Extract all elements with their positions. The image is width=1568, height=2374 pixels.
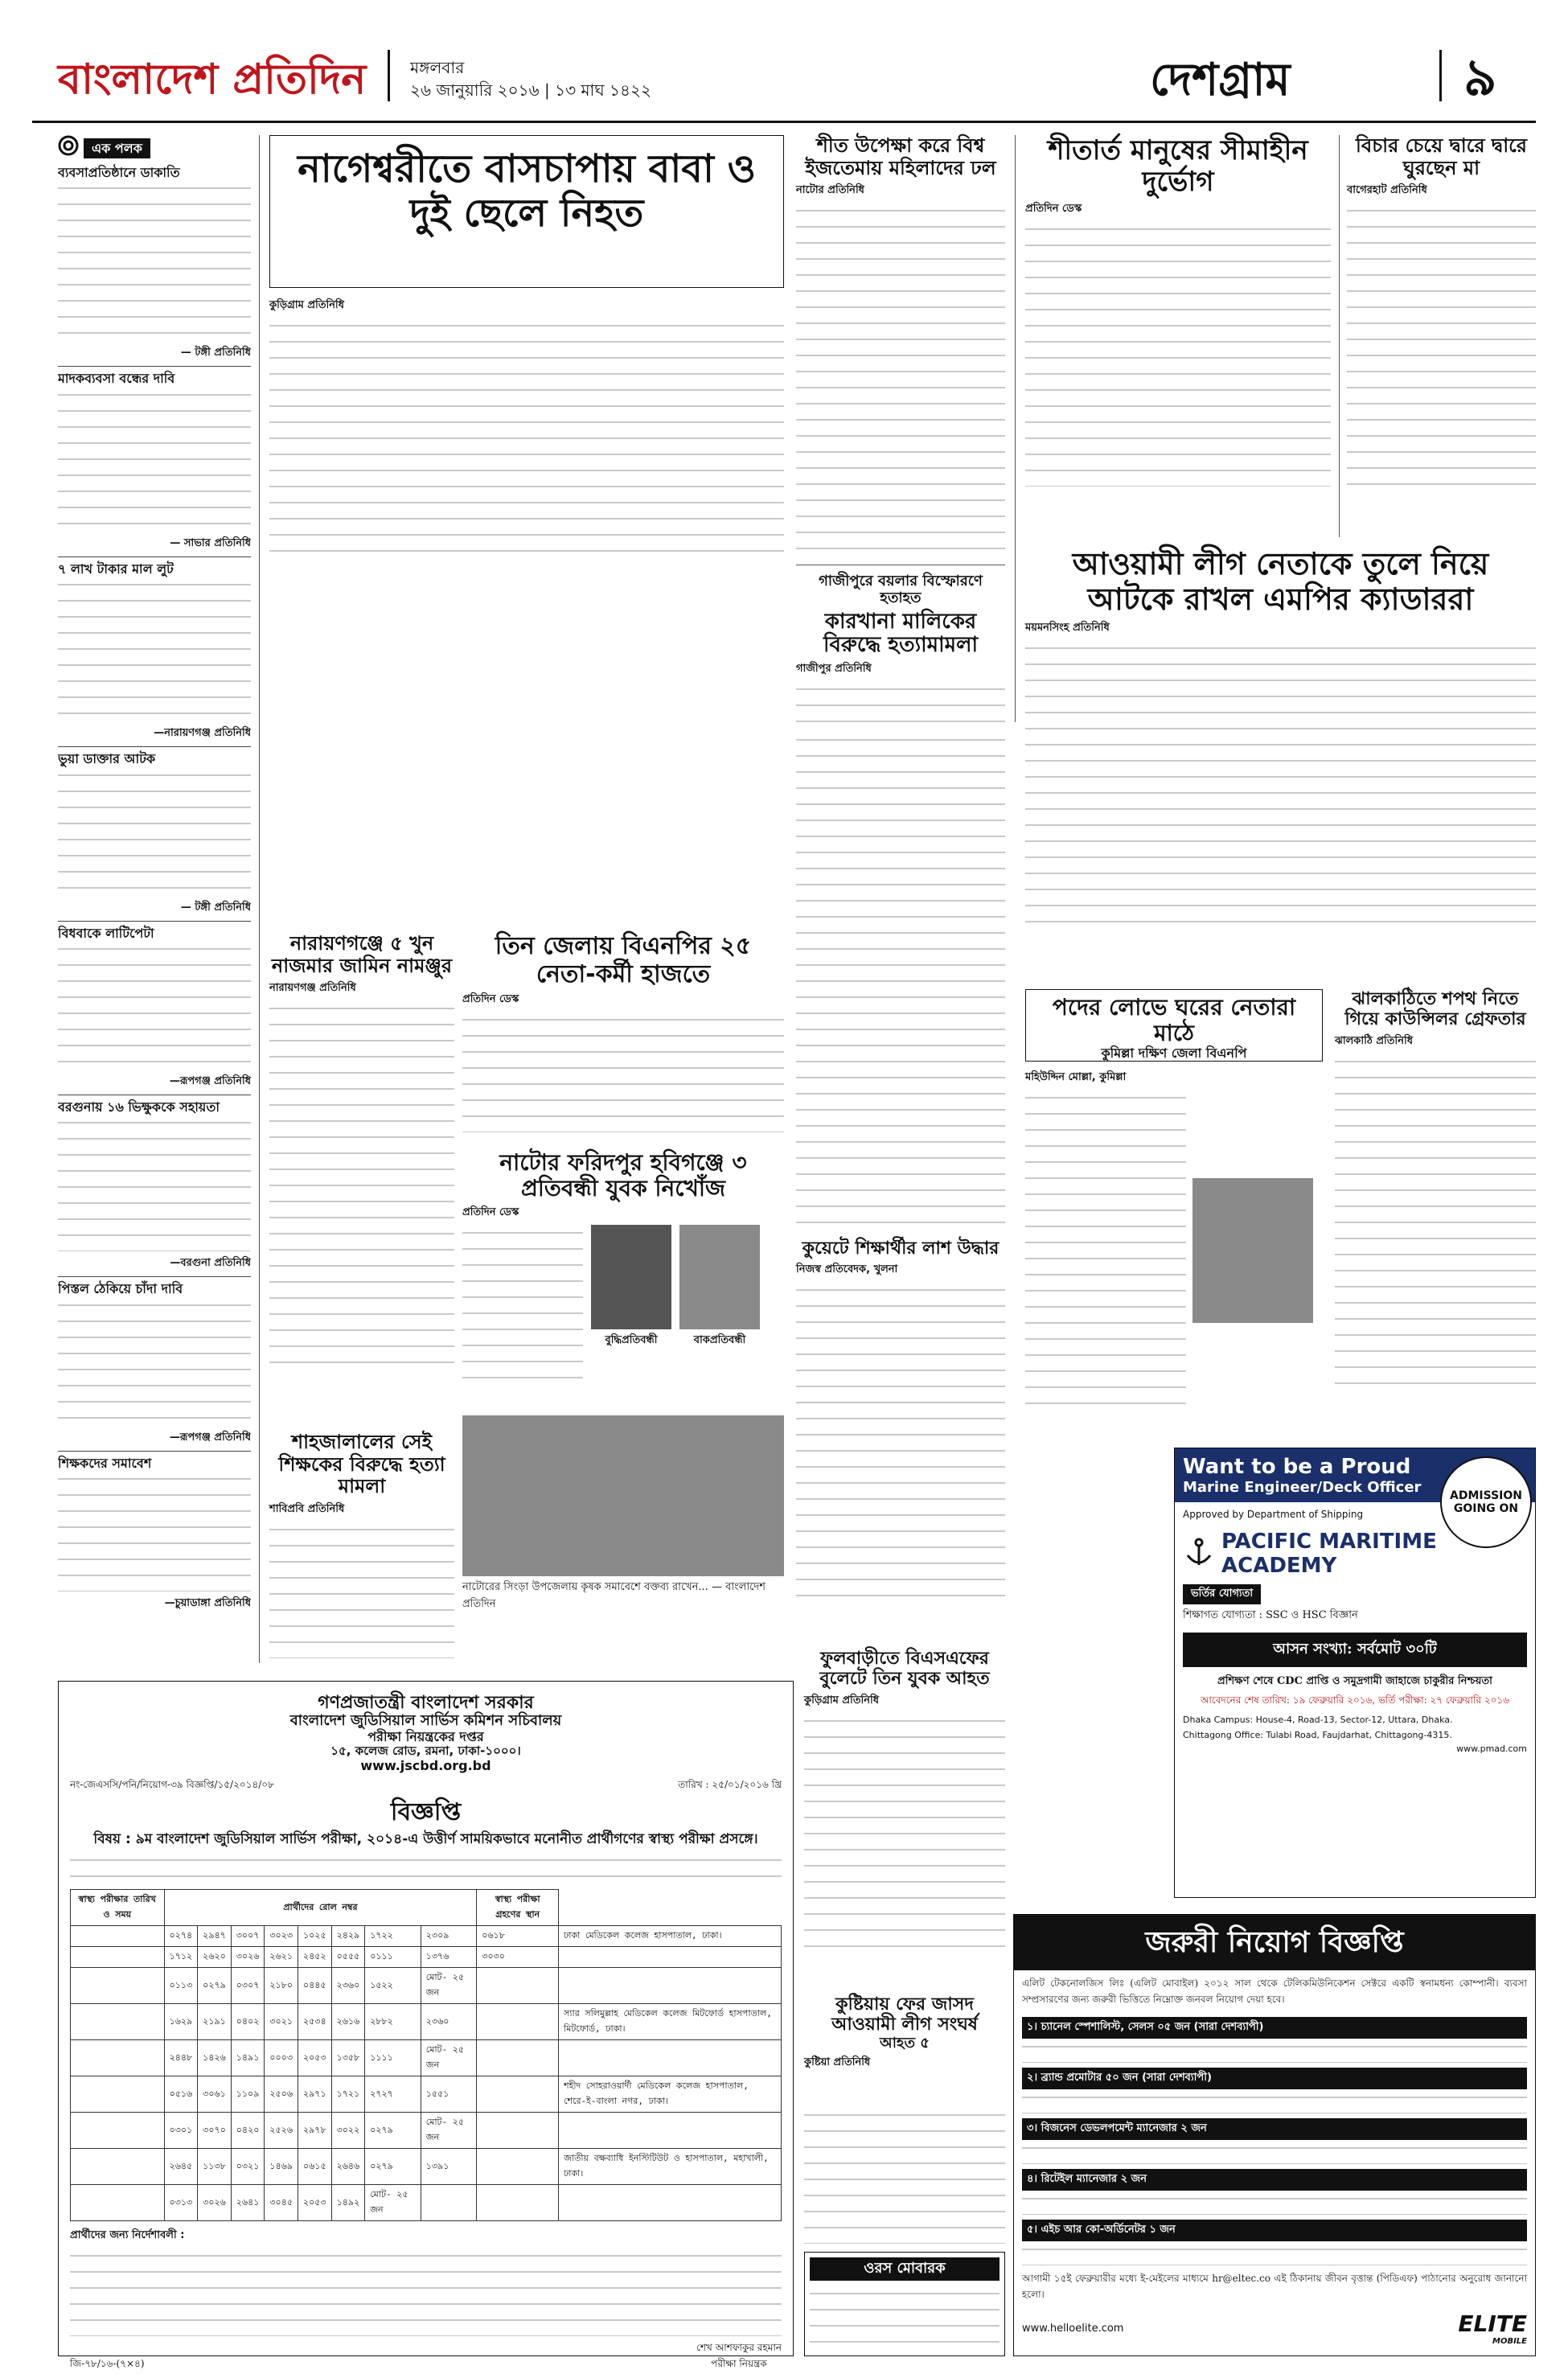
job-description [1022, 2140, 1527, 2164]
job-position: ৩। বিজনেস ডেভলপমেন্ট ম্যানেজার ২ জন [1022, 2118, 1527, 2140]
exam-cell: ১৩৫৮ [331, 2040, 365, 2076]
exam-cell: ২৪২৯ [331, 1926, 365, 1947]
exam-cell: ০২৭৯ [198, 1968, 232, 2004]
notice-date: তারিখ : ২৫/০১/২০১৬ খ্রি [678, 1779, 782, 1791]
exam-cell: ১৩৭৬ [421, 1947, 477, 1968]
brief-title: ব্যবসাপ্রতিষ্ঠানে ডাকাতি [58, 165, 180, 180]
brief-item [58, 1282, 251, 1445]
bnp-body [462, 1012, 784, 1132]
jhalokathi-headline: ঝালকাঠিতে শপথ নিতে গিয়ে কাউন্সিলর গ্রেফতার [1344, 989, 1526, 1030]
al-body [1025, 640, 1536, 930]
news-photo-block [462, 1415, 784, 1616]
cumilla-headline: পদের লোভে ঘরের নেতারা মাঠে [1052, 994, 1296, 1047]
job-description [1022, 2089, 1527, 2113]
exam-cell: ০৫৫৫ [331, 1947, 365, 1968]
exam-cell: ২৩৬০ [331, 1968, 365, 2004]
job-position: ১। চ্যানেল স্পেশালিস্ট, সেলস ০৫ জন (সারা দেশব্যাপী) [1022, 2017, 1527, 2039]
masthead-divider [388, 50, 390, 101]
ijtema-headline: শীত উপেক্ষা করে বিশ্ব ইজতেমায় মহিলাদের ঢল [805, 134, 996, 179]
exam-cell: ১১০৯ [231, 2076, 265, 2113]
job-position: ৪। রিটেইল ম্যানেজার ২ জন [1022, 2169, 1527, 2191]
shahjalal-byline: শাবিপ্রবি প্রতিনিধি [269, 1502, 345, 1515]
exam-cell: ১৭২১ [331, 2076, 365, 2113]
exam-cell: ২৩০৯ [421, 1926, 477, 1947]
exam-cell: মোট- ২৫ জন [365, 2185, 421, 2221]
jobs-list [1014, 2017, 1535, 2265]
exam-cell: ২৫৩৪ [298, 2004, 332, 2040]
notice-subject: বিষয় : ৯ম বাংলাদেশ জুডিসিয়াল সার্ভিস পরীক্ষা, ২০১৪-এ উত্তীর্ণ সাময়িকভাবে মনোনীত প্রার্থীগণের স্বাস্থ্য পরীক্ষা প্রসঙ্গে। [93, 1830, 758, 1847]
student-body [796, 1282, 1005, 1604]
exam-cell [477, 1968, 559, 2004]
exam-date-cell [71, 2004, 165, 2040]
notice-dept: পরীক্ষা নিয়ন্ত্রকের দপ্তর [367, 1728, 484, 1744]
maritime-role: Marine Engineer/Deck Officer [1183, 1479, 1422, 1496]
exam-cell: ০০০৩ [265, 2040, 298, 2076]
job-position: ২। ব্র্যান্ড প্রমোটার ৫০ জন (সারা দেশব্যাপী) [1022, 2068, 1527, 2089]
qualification: শিক্ষাগত যোগ্যতা : SSC ও HSC বিজ্ঞান [1183, 1609, 1358, 1621]
lead-body [269, 318, 784, 559]
kushtia-body [804, 2107, 1005, 2244]
brief-body [58, 1297, 251, 1426]
brief-credit: —রূপগঞ্জ প্রতিনিধি [169, 1074, 251, 1087]
maritime-dhaka: Dhaka Campus: House-4, Road-13, Sector-12, Uttara, Dhaka. [1183, 1715, 1453, 1725]
exam-date-cell [71, 2149, 165, 2185]
brief-title: মাদকব্যবসা বন্ধের দাবি [58, 371, 175, 387]
exam-cell: মোট- ২৫ জন [421, 2040, 477, 2076]
brief-item [58, 926, 251, 1090]
narayanganj-byline: নারায়ণগঞ্জ প্রতিনিধি [269, 982, 356, 995]
exam-cell: মোট- ২৫ জন [421, 1968, 477, 2004]
exam-cell: ০৫১৬ [164, 2076, 198, 2113]
exam-cell: ২৬২০ [198, 1947, 232, 1968]
spiral-icon [58, 135, 79, 161]
exam-cell: ২৬২১ [265, 1947, 298, 1968]
exam-row [71, 2113, 782, 2149]
bnp-byline: প্রতিদিন ডেস্ক [462, 993, 519, 1005]
exam-cell: ৩০২২ [331, 2113, 365, 2149]
column-rule [259, 135, 260, 1663]
phulbari-body [804, 1713, 1005, 1954]
exam-cell: ০২৭৯ [365, 2149, 421, 2185]
story-missing [462, 1150, 784, 1407]
brief-body [58, 180, 251, 341]
exam-row [71, 2040, 782, 2076]
exam-row [71, 1947, 782, 1968]
story-jhalokathi [1335, 989, 1536, 1440]
exam-cell: ০৬১৫ [298, 2149, 332, 2185]
al-byline: ময়মনসিংহ প্রতিনিধি [1025, 622, 1110, 635]
brief-item [58, 1456, 251, 1612]
exam-cell: ৩০৪৫ [265, 2185, 298, 2221]
ijtema-byline: নাটোর প্রতিনিধি [796, 184, 864, 197]
exam-cell: ২৪৫২ [298, 1947, 332, 1968]
exam-cell: ২৫২৬ [265, 2113, 298, 2149]
exam-cell: ২০৫৩ [298, 2185, 332, 2221]
brief-title: ভুয়া ডাক্তার আটক [58, 751, 156, 767]
section-title: দেশগ্রাম [1150, 54, 1291, 106]
story-bnp [462, 933, 784, 1142]
exam-cell: ২৪৪৮ [164, 2040, 198, 2076]
exam-cell [477, 2149, 559, 2185]
brief-item [58, 562, 251, 741]
exam-cell: মোট- ২৫ জন [421, 2113, 477, 2149]
lead-headline-box [269, 135, 784, 288]
exam-cell [559, 2113, 782, 2149]
job-description [1022, 2039, 1527, 2063]
exam-cell [477, 2040, 559, 2076]
brief-credit: —বরগুনা প্রতিনিধি [170, 1257, 251, 1270]
story-kushtia [804, 1994, 1005, 2107]
missing-body [462, 1225, 583, 1386]
exam-th: স্বাস্থ্য পরীক্ষা গ্রহণের স্থান [477, 1890, 559, 1926]
story-justice [1347, 135, 1536, 537]
exam-table [70, 1889, 782, 2221]
maritime-training: প্রশিক্ষণ শেষে CDC প্রাপ্তি ও সমুদ্রগামী জাহাজে চাকুরীর নিশ্চয়তা [1217, 1675, 1492, 1687]
lead-byline: কুড়িগ্রাম প্রতিনিধি [269, 299, 345, 311]
brief-body [58, 1471, 251, 1592]
brief-body [58, 941, 251, 1070]
brief-item [58, 166, 251, 361]
exam-cell: ০৩০১ [164, 2113, 198, 2149]
exam-cell: ১৩৯১ [421, 2149, 477, 2185]
exam-date-cell [71, 2185, 165, 2221]
maritime-ctg: Chittagong Office: Tulabi Road, Faujdarhat, Chittagong-4315. [1183, 1730, 1452, 1740]
brief-item [58, 372, 251, 551]
phulbari-byline: কুড়িগ্রাম প্রতিনিধি [804, 1694, 880, 1707]
bnp-headline: তিন জেলায় বিএনপির ২৫ নেতা-কর্মী হাজতে [495, 932, 752, 988]
job-description [1022, 2241, 1527, 2265]
exam-cell: ০২৭৯ [365, 2113, 421, 2149]
issue-full-date: ২৬ জানুয়ারি ২০১৬ | ১৩ মাঘ ১৪২২ [410, 80, 652, 100]
exam-date-cell [71, 1947, 165, 1968]
brief-body [58, 387, 251, 532]
exam-cell: ২১৮০ [265, 1968, 298, 2004]
elite-logo [1458, 2310, 1527, 2346]
anchor-icon [1183, 1536, 1215, 1571]
notice-instructions [70, 2248, 782, 2336]
exam-cell: ৩০২৬ [198, 2185, 232, 2221]
exam-cell: ১৪২৬ [198, 2040, 232, 2076]
exam-cell: ১১১১ [365, 2040, 421, 2076]
brief-body [58, 1115, 251, 1251]
shahjalal-body [269, 1522, 454, 1658]
kushtia-headline: কুষ্টিয়ায় ফের জাসদ আওয়ামী লীগ সংঘর্ষ [831, 1994, 978, 2035]
cumilla-headline-box [1025, 989, 1323, 1062]
story-cold [1025, 135, 1331, 537]
notice-intro [70, 1852, 782, 1884]
maritime-web[interactable]: www.pmad.com [1456, 1744, 1527, 1754]
brief-title: ৭ লাখ টাকার মাল লুট [58, 561, 174, 577]
news-photo [462, 1415, 784, 1576]
section-divider [1439, 50, 1442, 101]
exam-cell: ২৯৪৭ [198, 1926, 232, 1947]
urs-box [804, 2252, 1005, 2356]
jhalokathi-byline: ঝালকাঠি প্রতিনিধি [1335, 1034, 1414, 1047]
notice-web[interactable]: www.jscbd.org.bd [360, 1757, 491, 1773]
exam-cell [477, 2004, 559, 2040]
notice-instructions-title: প্রার্থীদের জন্য নির্দেশাবলী : [70, 2229, 185, 2242]
paper-name: বাংলাদেশ প্রতিদিন [58, 55, 367, 104]
brief-body [58, 577, 251, 721]
maritime-approved: Approved by Department of Shipping [1183, 1509, 1364, 1520]
notice-signer: শেখ আশফাকুর রহমান [696, 2342, 782, 2354]
cumilla-body [1025, 1090, 1186, 1411]
missing-photo [679, 1225, 760, 1329]
exam-cell [421, 2185, 477, 2221]
exam-cell: ২৩৬০ [421, 2004, 477, 2040]
al-headline: আওয়ামী লীগ নেতাকে তুলে নিয়ে আটকে রাখল এমপির ক্যাডাররা [1072, 546, 1489, 617]
exam-cell [559, 1968, 782, 2004]
exam-date-cell [71, 2040, 165, 2076]
story-student [796, 1238, 1005, 1641]
exam-cell: ২৯৭১ [298, 2076, 332, 2113]
shahjalal-headline: শাহজালালের সেই শিক্ষকের বিরুদ্ধে হত্যা মামলা [278, 1431, 445, 1498]
brief-item [58, 752, 251, 915]
exam-cell: ১৫৫১ [421, 2076, 477, 2113]
exam-cell: ১৬২৯ [164, 2004, 198, 2040]
urs-headline: ওরস মোবারক [810, 2257, 999, 2281]
ad-jobs [1013, 1914, 1536, 2356]
story-narayanganj [269, 933, 454, 1415]
story-cumilla [1025, 1066, 1323, 1436]
exam-cell [477, 2185, 559, 2221]
admission-badge: ADMISSION GOING ON [1440, 1456, 1532, 1548]
exam-cell: ২৯৭৮ [298, 2113, 332, 2149]
exam-cell: ২৬৪৫ [164, 2149, 198, 2185]
photo-caption: বাকপ্রতিবন্ধী [693, 1334, 746, 1347]
exam-cell: ২৬৪১ [231, 2185, 265, 2221]
story-shahjalal [269, 1431, 454, 1665]
exam-cell: ২৬১৬ [331, 2004, 365, 2040]
gazipur-body [796, 732, 1005, 1230]
jobs-intro: এলিট টেকনোলজিস লিঃ (এলিট মোবাইল) ২০১২ সাল থেকে টেলিকমিউনিকেশন সেক্টরে একটি স্বনামধন্য কোম্পানী। ব্যবসা সম্প্রসারণের জন্য জরুরী ভিত্তিতে নিম্নোক্ত জনবল নিয়োগ দেয়া হবে। [1022, 1978, 1527, 2006]
exam-row [71, 2004, 782, 2040]
notice-code: জি-৭৮/১৬-(৭×৪) [70, 2358, 145, 2370]
exam-cell: ৩০২৬ [231, 1947, 265, 1968]
notice-signer-title: পরীক্ষা নিয়ন্ত্রক [711, 2358, 767, 2370]
exam-cell: ০৬১৮ [477, 1926, 559, 1947]
exam-date-cell [71, 1926, 165, 1947]
maritime-deadline: আবেদনের শেষ তারিখ: ১৯ ফেব্রুয়ারি ২০১৬, ভর্তি পরীক্ষা: ২৭ ফেব্রুয়ারি ২০১৬ [1200, 1694, 1510, 1706]
ad-maritime [1174, 1448, 1536, 1898]
cumilla-illustration [1192, 1178, 1313, 1323]
brief-title: বিধবাকে লাটিপেটা [58, 925, 154, 941]
exam-date-cell [71, 2113, 165, 2149]
exam-cell: শহীদ সোহরাওয়ার্দী মেডিকেল কলেজ হাসপাতাল, শেরে-ই-বাংলা নগর, ঢাকা। [559, 2076, 782, 2113]
exam-row [71, 1926, 782, 1947]
cold-body [1025, 221, 1331, 487]
gazipur-byline: গাজীপুর প্রতিনিধি [796, 663, 872, 676]
brief-credit: — টঙ্গী প্রতিনিধি [180, 901, 251, 914]
admission-label: ভর্তির যোগ্যতা [1183, 1584, 1261, 1604]
brief-credit: — টঙ্গী প্রতিনিধি [180, 347, 251, 359]
exam-cell: ১১৩৮ [198, 2149, 232, 2185]
news-photo-caption: নাটোরের সিংড়া উপজেলায় কৃষক সমাবেশে বক্তব্য রাখেন... — বাংলাদেশ প্রতিদিন [462, 1581, 766, 1610]
exam-cell: ৩০২৩ [265, 1926, 298, 1947]
exam-cell: ১৪৬৯ [265, 2149, 298, 2185]
brief-title: পিস্তল ঠেকিয়ে চাঁদা দাবি [58, 1281, 183, 1297]
story-ijtema [796, 135, 1005, 722]
elite-brand: ELITE [1458, 2310, 1527, 2338]
story-al-leader [1025, 547, 1536, 981]
exam-cell: ২০৫৩ [298, 2040, 332, 2076]
elite-brand-sub: MOBILE [1492, 2337, 1527, 2347]
exam-cell: ২৫০৬ [265, 2076, 298, 2113]
job-description [1022, 2191, 1527, 2215]
exam-cell: ১৭২২ [365, 1926, 421, 1947]
exam-cell: ৩০৩০ [477, 1947, 559, 1968]
job-position: ৫। এইচ আর কো-অর্ডিনেটর ১ জন [1022, 2220, 1527, 2241]
exam-cell: ১৫২২ [365, 1968, 421, 2004]
sidebar-brief [58, 135, 251, 1663]
urs-body [810, 2286, 999, 2350]
brief-title: বরগুনায় ১৬ ভিক্ষুককে সহায়তা [58, 1099, 220, 1115]
exam-cell: জাতীয় বক্ষব্যাধি ইনস্টিটিউট ও হাসপাতাল, মহাখালী, ঢাকা। [559, 2149, 782, 2185]
student-headline: কুয়েটে শিক্ষার্থীর লাশ উদ্ধার [802, 1238, 999, 1259]
missing-headline: নাটোর ফরিদপুর হবিগঞ্জে ৩ প্রতিবন্ধী যুবক নিখোঁজ [499, 1149, 747, 1202]
story-phulbari [804, 1649, 1005, 1986]
exam-cell [559, 1947, 782, 1968]
brief-credit: —রূপগঞ্জ প্রতিনিধি [169, 1431, 251, 1444]
student-byline: নিজস্ব প্রতিবেদক, খুলনা [796, 1263, 898, 1276]
justice-byline: বাগেরহাট প্রতিনিধি [1347, 184, 1427, 197]
exam-date-cell [71, 2076, 165, 2113]
jhalokathi-body [1335, 1054, 1536, 1391]
notice-gov: গণপ্রজাতন্ত্রী বাংলাদেশ সরকার [318, 1693, 534, 1713]
exam-cell: ০৪০২ [231, 2004, 265, 2040]
exam-row [71, 2149, 782, 2185]
exam-cell: ২৮৮২ [365, 2004, 421, 2040]
justice-headline: বিচার চেয়ে দ্বারে দ্বারে ঘুরছেন মা [1355, 134, 1527, 179]
jobs-web[interactable]: www.helloelite.com [1022, 2322, 1124, 2335]
cold-byline: প্রতিদিন ডেস্ক [1025, 203, 1082, 216]
notice-address: ১৫, কলেজ রোড, রমনা, ঢাকা-১০০০। [330, 1744, 521, 1759]
exam-cell [559, 2185, 782, 2221]
maritime-tagline: Want to be a Proud [1183, 1455, 1411, 1479]
exam-cell: ০৩১৩ [164, 2185, 198, 2221]
cumilla-byline: মহিউদ্দিন মোল্লা, কুমিল্লা [1025, 1071, 1127, 1083]
notice-jscbd [58, 1681, 794, 2370]
notice-office: বাংলাদেশ জুডিসিয়াল সার্ভিস কমিশন সচিবালয় [289, 1712, 562, 1730]
gazipur-kicker: গাজীপুরে বয়লার বিস্ফোরণে হতাহত [819, 573, 983, 606]
jobs-title: জরুরী নিয়োগ বিজ্ঞপ্তি [1014, 1915, 1535, 1970]
missing-byline: প্রতিদিন ডেস্ক [462, 1206, 519, 1219]
kushtia-byline: কুষ্টিয়া প্রতিনিধি [804, 2056, 871, 2069]
missing-photo [591, 1225, 671, 1329]
page-number: ৯ [1463, 48, 1497, 108]
exam-cell: ০১১৩ [164, 1968, 198, 2004]
jobs-apply: আগামী ১৫ই ফেব্রুয়ারীর মধ্যে ই-মেইলের মাধ্যমে hr@eltec.co এই ঠিকানায় জীবন বৃত্তান্ত (পিডিএফ) পাঠানোর অনুরোধ জানানো হলো। [1022, 2273, 1527, 2301]
exam-cell: ০১১১ [365, 1947, 421, 1968]
phulbari-headline: ফুলবাড়ীতে বিএসএফের বুলেটে তিন যুবক আহত [819, 1649, 990, 1690]
exam-cell: ৩০৬১ [198, 2076, 232, 2113]
exam-cell: ৩০৭০ [198, 2113, 232, 2149]
narayanganj-body [269, 1000, 454, 1370]
exam-cell: ০৪২০ [231, 2113, 265, 2149]
exam-cell [559, 2040, 782, 2076]
exam-date-cell [71, 1968, 165, 2004]
lead-headline: নাগেশ্বরীতে বাসচাপায় বাবা ও দুই ছেলে নিহত [298, 146, 756, 236]
exam-row [71, 2185, 782, 2221]
exam-row [71, 2076, 782, 2113]
brief-credit: — সাভার প্রতিনিধি [170, 536, 251, 549]
exam-cell: ০৩০৭ [231, 1968, 265, 2004]
sidebar-label: এক পলক [84, 138, 150, 158]
exam-cell: ১৪৯২ [331, 2185, 365, 2221]
cold-headline: শীতার্ত মানুষের সীমাহীন দুর্ভোগ [1048, 134, 1308, 199]
notice-title: বিজ্ঞপ্তি [390, 1798, 462, 1827]
column-rule [1015, 135, 1016, 722]
exam-cell: ১০২৫ [298, 1926, 332, 1947]
justice-body [1347, 203, 1536, 492]
cumilla-sub: কুমিল্লা দক্ষিণ জেলা বিএনপি [1101, 1045, 1247, 1062]
exam-th: প্রার্থীদের রোল নম্বর [164, 1890, 477, 1926]
exam-cell: ১৪৯১ [231, 2040, 265, 2076]
exam-cell [477, 2076, 559, 2113]
brief-credit: —নারায়ণগঞ্জ প্রতিনিধি [154, 727, 251, 740]
kushtia-sub: আহত ৫ [880, 2034, 930, 2052]
exam-cell: ১৭১২ [164, 1947, 198, 1968]
gazipur-headline: কারখানা মালিকের বিরুদ্ধে হত্যামামলা [823, 609, 978, 658]
exam-cell: ২৬৪৬ [331, 2149, 365, 2185]
exam-cell: ০৩২১ [231, 2149, 265, 2185]
exam-cell: ০২৭৪ [164, 1926, 198, 1947]
brief-item [58, 1100, 251, 1271]
issue-day: মঙ্গলবার [410, 58, 465, 77]
exam-cell: ২১৯১ [198, 2004, 232, 2040]
brief-title: শিক্ষকদের সমাবেশ [58, 1455, 152, 1471]
maritime-seats: আসন সংখ্যা: সর্বমোট ৩০টি [1183, 1633, 1527, 1667]
narayanganj-headline: নারায়ণগঞ্জে ৫ খুন নাজমার জামিন নামঞ্জুর [271, 932, 453, 977]
brief-body [58, 767, 251, 896]
top-rule [32, 121, 1536, 123]
exam-cell: ২৭২৭ [365, 2076, 421, 2113]
exam-cell: ৩০০৭ [231, 1926, 265, 1947]
exam-cell: ০৪৪৫ [298, 1968, 332, 2004]
column-rule [1339, 135, 1340, 537]
exam-th: স্বাস্থ্য পরীক্ষার তারিখ ও সময় [71, 1890, 165, 1926]
exam-cell [477, 2113, 559, 2149]
ijtema-body [796, 203, 1005, 557]
notice-ref: নং-জেএসসি/পনি/নিয়োগ-৩৯ বিজ্ঞপ্তি/১৫/২০১৪/০৮ [70, 1779, 274, 1791]
exam-cell: ৩০২১ [265, 2004, 298, 2040]
exam-row [71, 1968, 782, 2004]
issue-date [410, 56, 651, 101]
exam-cell: স্যার সলিমুল্লাহ মেডিকেল কলেজ মিটফোর্ড হাসপাতাল, মিটফোর্ড, ঢাকা। [559, 2004, 782, 2040]
lead-story [269, 294, 784, 559]
exam-cell: ঢাকা মেডিকেল কলেজ হাসপাতাল, ঢাকা। [559, 1926, 782, 1947]
academy-name: PACIFIC MARITIME ACADEMY [1221, 1530, 1437, 1578]
brief-credit: —চুয়াডাঙ্গা প্রতিনিধি [164, 1597, 251, 1610]
photo-caption: বুদ্ধিপ্রতিবন্ধী [605, 1334, 658, 1347]
